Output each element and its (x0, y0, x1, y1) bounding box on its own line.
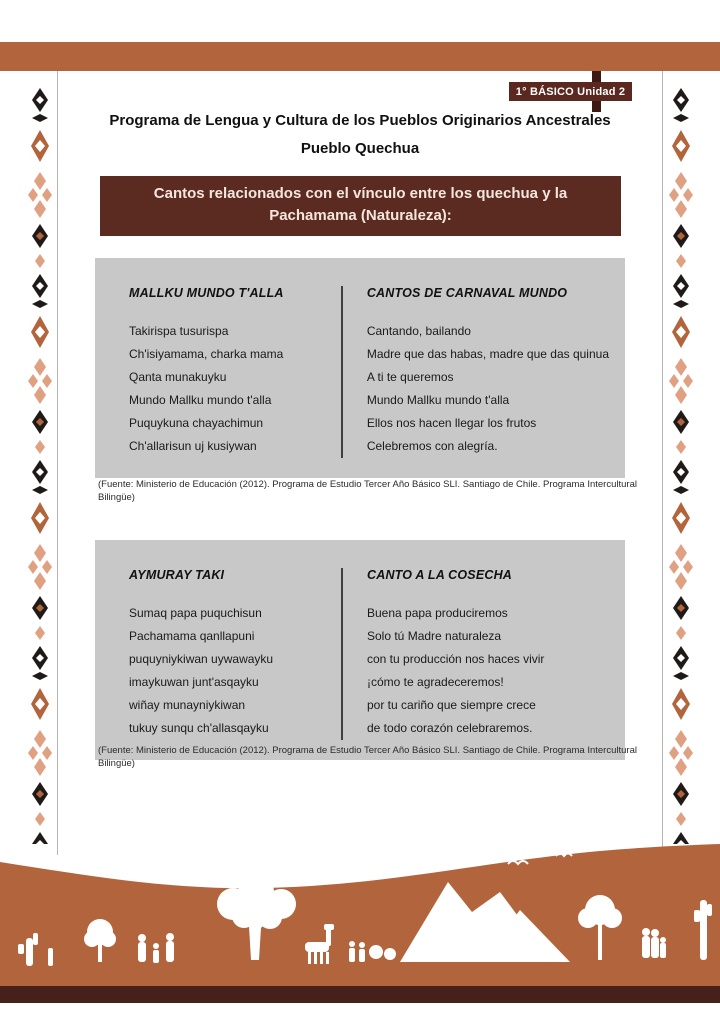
lyric-line: Cantando, bailando (366, 324, 471, 338)
lyric-line: tukuy sunqu ch'allasqayku (129, 721, 269, 735)
lyric-line: Mundo Mallku mundo t'alla (129, 393, 272, 407)
lyrics-quechua (129, 602, 341, 740)
lyric-line: por tu cariño que siempre crece (367, 698, 536, 712)
andean-pattern-icon (27, 84, 53, 844)
song-title-spanish: CANTOS DE CARNAVAL MUNDO (366, 286, 568, 300)
left-pattern-strip (27, 84, 53, 844)
lyric-line: de todo corazón celebraremos. (367, 721, 533, 735)
lyric-line: Sumaq papa puquchisun (129, 606, 262, 620)
lyric-line: Celebremos con alegría. (366, 439, 498, 453)
lyric-line: Pachamama qanllapuni (129, 629, 255, 643)
spanish-column (343, 286, 609, 458)
page-title: Programa de Lengua y Cultura de los Pueblos Originarios Ancestrales (109, 112, 611, 129)
lyrics-spanish (367, 320, 609, 458)
right-pattern-strip (668, 84, 694, 844)
song-title-quechua: MALLKU MUNDO T'ALLA (129, 286, 284, 300)
lyric-line: Solo tú Madre naturaleza (367, 629, 502, 643)
bottom-landscape (0, 840, 720, 1019)
lyric-line: A ti te queremos (366, 370, 454, 384)
lyric-line: con tu producción nos haces vivir (367, 652, 545, 666)
section-banner: Cantos relacionados con el vínculo entre los quechua y la Pachamama (Naturaleza): (100, 176, 621, 236)
lyric-line: puquyniykiwan uywawayku (129, 652, 274, 666)
lyric-line: Qanta munakuyku (129, 370, 227, 384)
song-box-aymuray (95, 540, 625, 760)
lyric-line: Ch'allarisun uj kusiywan (129, 439, 257, 453)
lyric-line: ¡cómo te agradeceremos! (367, 675, 504, 689)
lyric-line: wiñay munayniykiwan (129, 698, 246, 712)
song-box-mallku (95, 258, 625, 478)
top-color-band (0, 42, 720, 71)
lyric-line: Madre que das habas, madre que das quinua (366, 347, 609, 361)
lyric-line: Takirispa tusurispa (129, 324, 229, 338)
lyrics-spanish (367, 602, 609, 740)
source-citation: (Fuente: Ministerio de Educación (2012). Programa de Estudio Tercer Año Básico SLI. Santiago de Chile. Programa Intercultural Bilingüe) (98, 745, 637, 769)
andean-pattern-icon (668, 84, 694, 844)
unit-badge: 1° BÁSICO Unidad 2 (509, 82, 632, 101)
lyric-line: imaykuwan junt'asqayku (129, 675, 259, 689)
quechua-column (129, 286, 341, 458)
quechua-column (129, 568, 341, 740)
lyric-line: Puquykuna chayachimun (129, 416, 264, 430)
source-citation: (Fuente: Ministerio de Educación (2012). Programa de Estudio Tercer Año Básico SLI. Santiago de Chile. Programa Intercultural Bilingüe) (98, 479, 637, 503)
song-title-spanish: CANTO A LA COSECHA (367, 568, 513, 582)
lyric-line: Ch'isiyamama, charka mama (129, 347, 284, 361)
lyric-line: Mundo Mallku mundo t'alla (366, 393, 510, 407)
landscape-illustration (0, 840, 720, 1019)
lyric-line: Ellos nos hacen llegar los frutos (366, 416, 537, 430)
lyric-line: Buena papa produciremos (367, 606, 508, 620)
page-subtitle: Pueblo Quechua (300, 140, 420, 157)
spanish-column (343, 568, 609, 740)
lyrics-quechua (129, 320, 341, 458)
song-title-quechua: AYMURAY TAKI (129, 568, 225, 582)
